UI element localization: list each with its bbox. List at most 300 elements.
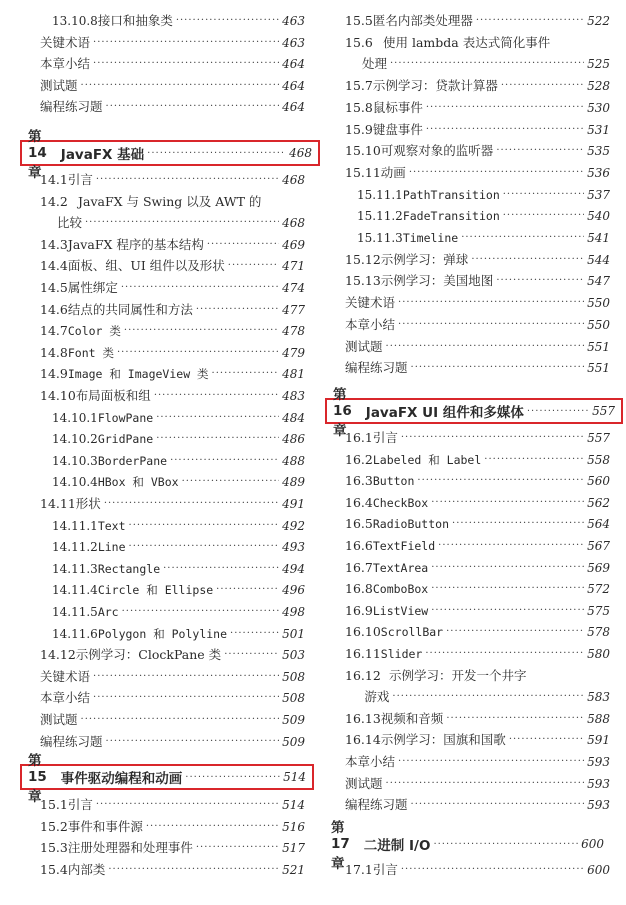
leader-dots	[85, 213, 279, 233]
toc-entry	[40, 580, 305, 600]
section-title: 编程练习题	[345, 360, 408, 376]
toc-entry	[345, 228, 610, 248]
toc-entry	[345, 141, 610, 161]
toc-entry	[345, 206, 610, 226]
toc-entry	[345, 536, 610, 556]
toc-entry	[40, 732, 305, 752]
page-number: 514	[282, 798, 305, 812]
leader-dots	[431, 558, 584, 578]
toc-entry	[40, 516, 305, 536]
toc-entry	[345, 337, 610, 357]
toc-entry	[345, 120, 610, 140]
page-number: 489	[282, 475, 305, 490]
toc-entry	[40, 256, 305, 276]
toc-entry	[40, 602, 305, 622]
section-title: Timeline	[402, 231, 459, 245]
leader-dots	[503, 185, 584, 205]
section-number: 16.8	[345, 581, 373, 597]
section-number: 15.11.1	[357, 187, 403, 202]
page-number: 525	[587, 57, 610, 72]
page-number: 540	[587, 209, 610, 224]
toc-entry	[345, 493, 610, 513]
section-title: ListView	[372, 603, 429, 618]
toc-entry	[40, 213, 305, 233]
toc-entry	[40, 300, 305, 320]
section-title: 关键术语	[345, 295, 396, 311]
leader-dots	[163, 559, 279, 579]
toc-entry	[345, 33, 610, 53]
leader-dots	[129, 516, 280, 536]
leader-dots	[224, 645, 279, 665]
toc-entry	[345, 293, 610, 313]
leader-dots	[106, 732, 280, 752]
section-title: 游戏	[364, 689, 390, 705]
leader-dots	[431, 493, 584, 513]
page-number: 493	[282, 540, 305, 555]
page-number: 503	[282, 648, 305, 663]
section-number: 15.9	[345, 121, 373, 137]
page-number: 494	[282, 561, 305, 576]
page-number: 572	[587, 582, 610, 597]
toc-entry	[40, 321, 305, 341]
section-number: 15.1	[40, 797, 68, 812]
page-number: 575	[587, 603, 610, 618]
toc-entry	[345, 185, 610, 205]
toc-entry	[40, 838, 305, 858]
section-title: 编程练习题	[345, 797, 408, 813]
page-number: 557	[587, 431, 610, 445]
section-number: 14.11.6	[52, 626, 98, 641]
leader-dots	[196, 838, 279, 858]
section-number: 14.3	[40, 236, 68, 252]
toc-entry	[345, 795, 610, 815]
section-number: 16.12	[345, 667, 381, 683]
page-number: 551	[587, 361, 610, 376]
chapter-title: 二进制 I/O	[363, 838, 431, 854]
leader-dots	[398, 293, 584, 313]
section-title: 本章小结	[345, 316, 396, 332]
section-title: 动画	[380, 164, 406, 180]
leader-dots	[452, 514, 584, 534]
section-title: 测试题	[345, 775, 383, 791]
toc-entry	[345, 709, 610, 729]
toc-entry	[345, 54, 610, 74]
section-title: 面板、组、UI 组件以及形状	[67, 258, 225, 274]
section-number: 14.1	[40, 172, 68, 187]
section-title: TextArea	[372, 560, 429, 575]
leader-dots	[431, 579, 584, 599]
section-title: 视频和音频	[380, 710, 444, 726]
leader-dots	[509, 730, 584, 750]
section-number: 15.11.2	[357, 209, 403, 224]
page-number: 479	[282, 345, 305, 360]
page-number: 593	[587, 776, 610, 791]
page-number: 560	[587, 474, 610, 489]
section-number: 14.7	[40, 323, 68, 339]
section-number: 16.14	[345, 732, 381, 748]
section-title: 键盘事件	[372, 121, 423, 137]
page-number: 593	[587, 798, 610, 813]
leader-dots	[527, 406, 589, 417]
toc-entry	[345, 11, 610, 31]
leader-dots	[122, 602, 280, 622]
section-title: 测试题	[40, 712, 78, 727]
toc-entry	[40, 451, 305, 471]
leader-dots	[433, 839, 578, 850]
page-number: 464	[282, 100, 305, 115]
section-title: 引言	[67, 172, 93, 187]
section-number: 14.11.4	[52, 583, 98, 598]
toc-entry	[40, 645, 305, 665]
leader-dots	[501, 76, 584, 96]
page-number: 541	[587, 231, 610, 245]
leader-dots	[156, 408, 279, 428]
page-number: 530	[587, 100, 610, 115]
section-title: 事件和事件源	[67, 818, 143, 834]
section-number: 14.11.1	[52, 518, 98, 533]
section-number: 14.10.3	[52, 453, 98, 468]
section-title: Line	[97, 540, 126, 555]
leader-dots	[146, 817, 279, 837]
page-number: 491	[282, 497, 305, 511]
toc-entry	[40, 860, 305, 880]
leader-dots	[81, 710, 280, 730]
section-title: 匿名内部类处理器	[372, 13, 473, 28]
section-title: 内部类	[67, 861, 106, 877]
leader-dots	[471, 250, 584, 270]
toc-entry	[40, 624, 305, 644]
toc-entry	[40, 11, 305, 31]
leader-dots	[438, 536, 584, 556]
leader-dots	[117, 343, 279, 363]
leader-dots	[398, 315, 584, 335]
page-number: 522	[587, 14, 610, 28]
section-number: 16.11	[345, 646, 381, 661]
section-number: 14.11.5	[52, 605, 98, 619]
section-number: 14.10.2	[52, 432, 98, 447]
toc-entry	[40, 817, 305, 837]
section-title: 示例学习：ClockPane 类	[75, 647, 222, 663]
page-number: 591	[587, 733, 610, 748]
section-title: TextField	[372, 539, 436, 553]
section-title: Polygon 和 Polyline	[97, 626, 228, 641]
section-number: 15.4	[40, 861, 68, 877]
page-number: 484	[282, 410, 305, 425]
section-title: 注册处理器和处理事件	[67, 840, 193, 856]
leader-dots	[93, 54, 279, 74]
toc-entry	[345, 98, 610, 118]
toc-entry	[40, 537, 305, 557]
toc-entry	[345, 666, 610, 686]
leader-dots	[392, 687, 584, 707]
section-number: 16.4	[345, 494, 373, 510]
page-number: 550	[587, 317, 610, 332]
section-number: 16.3	[345, 473, 373, 489]
leader-dots	[476, 11, 584, 31]
section-number: 15.6	[345, 34, 373, 50]
section-number: 15.11	[345, 164, 381, 180]
section-title: PathTransition	[402, 187, 500, 202]
toc-entry	[40, 710, 305, 730]
section-title: 示例学习：贷款计算器	[372, 78, 498, 94]
section-title: Arc	[97, 605, 119, 619]
page-number: 468	[282, 173, 305, 187]
leader-dots	[96, 795, 279, 815]
section-title: 本章小结	[40, 56, 91, 72]
section-number: 15.3	[40, 840, 68, 856]
section-number: 16.7	[345, 559, 373, 575]
page-number: 551	[587, 339, 610, 354]
section-title: Color 类	[67, 324, 121, 339]
section-title: 形状	[75, 496, 101, 511]
toc-entry	[40, 688, 305, 708]
leader-dots	[411, 795, 585, 815]
section-title: RadioButton	[372, 517, 450, 532]
leader-dots	[425, 644, 584, 664]
leader-dots	[503, 206, 584, 226]
page-number: 477	[282, 302, 305, 317]
toc-entry	[40, 364, 305, 384]
leader-dots	[154, 386, 279, 406]
section-number: 14.10	[40, 388, 76, 403]
page-number: 468	[282, 216, 305, 231]
toc-entry	[345, 774, 610, 794]
section-title: Image 和 ImageView 类	[67, 367, 209, 382]
chapter-label: 第 15 章	[28, 753, 47, 805]
page-number: 488	[282, 453, 305, 468]
section-title: 结点的共同属性和方法	[67, 301, 193, 317]
section-number: 14.11.2	[52, 540, 98, 555]
toc-entry	[345, 428, 610, 448]
toc-entry	[345, 687, 610, 707]
toc-entry	[40, 54, 305, 74]
page-number: 567	[587, 539, 610, 553]
section-title: JavaFX 程序的基本结构	[67, 236, 204, 252]
leader-dots	[426, 120, 584, 140]
section-title: 处理	[361, 56, 387, 72]
leader-dots	[398, 752, 584, 772]
toc-entry	[40, 170, 305, 190]
page-number: 580	[587, 647, 610, 661]
toc-entry	[40, 278, 305, 298]
page-number: 492	[282, 518, 305, 533]
section-number: 15.13	[345, 273, 381, 289]
toc-entry	[345, 644, 610, 664]
section-number: 14.5	[40, 280, 68, 295]
toc-entry	[345, 514, 610, 534]
section-title: 比较	[56, 215, 82, 231]
section-number: 14.4	[40, 258, 68, 274]
leader-dots	[417, 471, 584, 491]
leader-dots	[106, 97, 280, 117]
section-number: 15.5	[345, 13, 373, 28]
page-number: 535	[587, 144, 610, 159]
toc-entry	[345, 471, 610, 491]
chapter-title: JavaFX UI 组件和多媒体	[365, 405, 524, 421]
page-number: 583	[587, 690, 610, 705]
section-number: 17.1	[345, 862, 373, 877]
leader-dots	[207, 235, 279, 255]
section-number: 15.8	[345, 99, 373, 115]
page-number: 471	[282, 259, 305, 274]
section-title: CheckBox	[372, 495, 429, 510]
page-number: 558	[587, 452, 610, 467]
leader-dots	[93, 33, 279, 53]
page-number: 578	[587, 625, 610, 640]
page-number: 463	[282, 14, 305, 28]
chapter-title: JavaFX 基础	[60, 147, 145, 163]
page-number: 562	[587, 495, 610, 510]
chapter-title: 事件驱动编程和动画	[60, 771, 183, 787]
section-number: 16.5	[345, 516, 373, 532]
page-number: 478	[282, 324, 305, 339]
section-number: 14.8	[40, 344, 68, 360]
section-title: HBox 和 VBox	[97, 475, 179, 490]
page-number: 593	[587, 755, 610, 769]
section-number: 14.10.1	[52, 410, 98, 425]
leader-dots	[228, 256, 279, 276]
section-title: 属性绑定	[67, 280, 118, 295]
section-title: 本章小结	[345, 754, 396, 769]
leader-dots	[461, 228, 584, 248]
section-title: Labeled 和 Label	[372, 452, 482, 467]
leader-dots	[496, 141, 584, 161]
leader-dots	[446, 709, 584, 729]
section-title: 使用 lambda 表达式简化事件	[383, 34, 551, 50]
section-number: 15.10	[345, 143, 381, 159]
toc-entry	[40, 795, 305, 815]
leader-dots	[147, 148, 286, 159]
section-number: 15.2	[40, 818, 68, 834]
toc-entry	[40, 343, 305, 363]
toc-entry	[345, 558, 610, 578]
leader-dots	[401, 428, 584, 448]
section-title: 鼠标事件	[372, 99, 423, 115]
section-number: 15.7	[345, 78, 373, 94]
toc-entry	[345, 579, 610, 599]
page-number: 557	[592, 404, 615, 418]
leader-dots	[390, 54, 584, 74]
page-number: 521	[282, 862, 305, 877]
section-title: 引言	[372, 430, 398, 445]
page-number: 508	[282, 691, 305, 706]
leader-dots	[93, 688, 279, 708]
section-number: 15.12	[345, 251, 381, 267]
section-title: Rectangle	[97, 561, 161, 576]
toc-entry	[345, 250, 610, 270]
page-number: 514	[283, 770, 306, 784]
leader-dots	[409, 163, 584, 183]
page-number: 463	[282, 35, 305, 50]
section-title: FlowPane	[97, 410, 154, 425]
leader-dots	[386, 774, 585, 794]
page-number: 508	[282, 669, 305, 684]
section-number: 14.12	[40, 647, 76, 663]
section-number: 16.13	[345, 710, 381, 726]
section-number: 14.11.3	[52, 561, 98, 576]
section-title: Slider	[380, 647, 423, 661]
toc-entry	[40, 192, 305, 212]
section-number: 13.10.8	[52, 14, 98, 28]
section-title: 编程练习题	[40, 733, 103, 749]
page-number: 600	[587, 863, 610, 877]
section-title: 引言	[372, 862, 398, 877]
toc-entry	[345, 622, 610, 642]
section-title: 布局面板和组	[75, 388, 151, 403]
leader-dots	[104, 494, 279, 514]
section-title: BorderPane	[97, 453, 168, 468]
toc-entry	[345, 450, 610, 470]
leader-dots	[156, 429, 279, 449]
toc-entry	[40, 429, 305, 449]
section-title: 示例学习：开发一个井字	[389, 667, 527, 683]
section-title: 本章小结	[40, 690, 91, 706]
leader-dots	[496, 271, 584, 291]
page-number: 550	[587, 296, 610, 311]
page-number: 468	[289, 146, 312, 160]
leader-dots	[431, 601, 584, 621]
toc-entry	[40, 667, 305, 687]
toc-entry	[345, 860, 610, 880]
toc-entry	[345, 76, 610, 96]
page-number: 481	[282, 367, 305, 382]
toc-entry	[40, 235, 305, 255]
section-number: 15.11.3	[357, 231, 403, 245]
page-number: 469	[282, 237, 305, 252]
toc-entry	[40, 494, 305, 514]
section-title: 示例学习：弹球	[380, 251, 469, 267]
page-number: 588	[587, 711, 610, 726]
toc-entry	[345, 752, 610, 772]
section-title: JavaFX 与 Swing 以及 AWT 的	[78, 193, 262, 209]
toc-entry	[40, 559, 305, 579]
toc-entry	[345, 315, 610, 335]
leader-dots	[124, 321, 279, 341]
page-number: 486	[282, 432, 305, 447]
chapter-label: 第 17 章	[331, 820, 350, 872]
section-number: 16.2	[345, 451, 373, 467]
section-number: 16.1	[345, 430, 373, 445]
page-number: 501	[282, 626, 305, 641]
leader-dots	[185, 772, 280, 783]
leader-dots	[96, 170, 279, 190]
toc-entry	[40, 386, 305, 406]
section-title: 示例学习：国旗和国歌	[380, 732, 506, 748]
chapter-label: 第 16 章	[333, 387, 352, 439]
section-number: 14.6	[40, 301, 68, 317]
section-number: 14.2	[40, 193, 68, 209]
page-number: 536	[587, 165, 610, 180]
section-title: 测试题	[40, 77, 78, 93]
leader-dots	[93, 667, 279, 687]
section-title: ComboBox	[372, 582, 429, 597]
page-number: 464	[282, 57, 305, 72]
leader-dots	[129, 537, 280, 557]
section-number: 14.10.4	[52, 475, 98, 490]
toc-entry	[40, 408, 305, 428]
page-number: 509	[282, 713, 305, 727]
page-number: 496	[282, 583, 305, 598]
page-number: 564	[587, 517, 610, 532]
leader-dots	[196, 300, 279, 320]
section-title: Circle 和 Ellipse	[97, 583, 214, 598]
section-title: 接口和抽象类	[97, 13, 173, 28]
section-title: 示例学习：美国地图	[380, 273, 494, 289]
toc-entry	[40, 33, 305, 53]
toc-entry	[345, 358, 610, 378]
leader-dots	[212, 364, 280, 384]
leader-dots	[108, 860, 279, 880]
